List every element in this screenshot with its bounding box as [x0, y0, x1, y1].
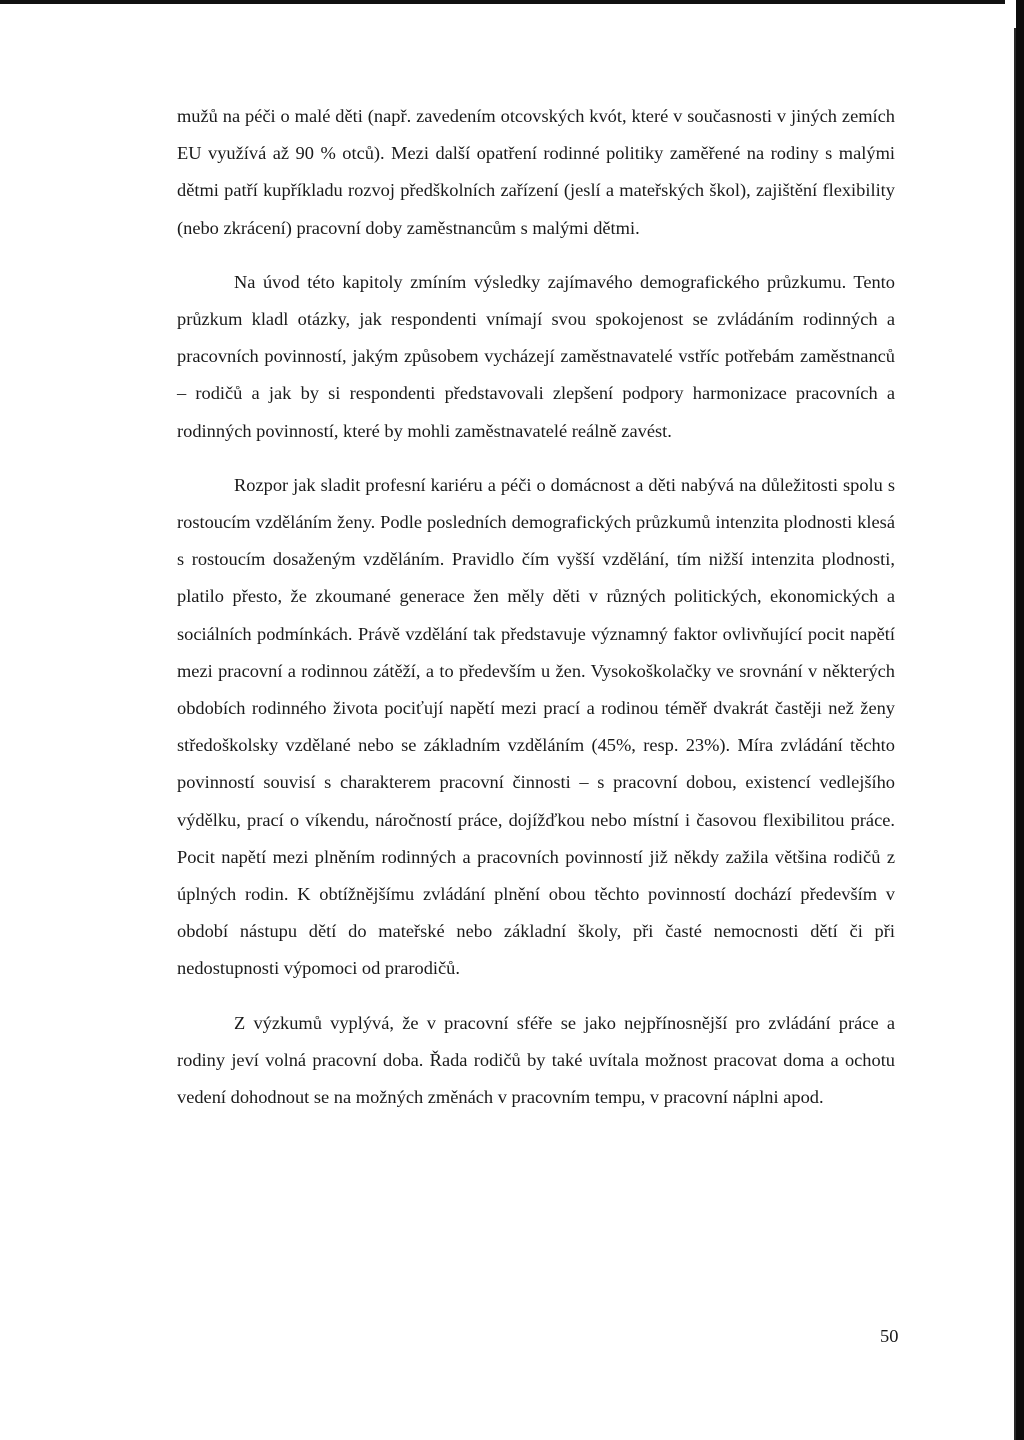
- paragraph-research-findings: Z výzkumů vyplývá, že v pracovní sféře se jako nejpřínosnější pro zvládání práce a rodiny jeví volná pracovní doba. Řada rodičů by také uvítala možnost pracovat doma a ochotu vedení dohodnout se na možných změnách v pracovním tempu, v pracovní náplni apod.: [177, 1012, 895, 1108]
- scan-top-border: [0, 0, 1005, 4]
- scan-right-shadow: [1014, 28, 1016, 1440]
- page-number: 50: [880, 1326, 899, 1346]
- paragraph-continuation: mužů na péči o malé děti (např. zavedením otcovských kvót, které v současnosti v jiných zemích EU využívá až 90 % otců). Mezi další opatření rodinné politiky zaměřené na rodiny s malými dětmi patří kupříkladu rozvoj předškolních zařízení (jeslí a mateřských škol), zajištění flexibility (nebo zkrácení) pracovní doby zaměstnancům s malými dětmi.: [177, 106, 895, 238]
- paragraph-survey-intro: Na úvod této kapitoly zmíním výsledky zajímavého demografického průzkumu. Tento průzkum kladl otázky, jak respondenti vnímají svou spokojenost se zvládáním rodinných a pracovních povinností, jakým způsobem vycházejí zaměstnavatelé vstříc potřebám zaměstnanců – rodičů a jak by si respondenti představovali zlepšení podpory harmonizace pracovních a rodinných povinností, které by mohli zaměstnavatelé reálně zavést.: [177, 271, 895, 441]
- page-body: [177, 98, 895, 1116]
- paragraph-education-conflict: Rozpor jak sladit profesní kariéru a péči o domácnost a děti nabývá na důležitosti spolu s rostoucím vzděláním ženy. Podle posledních demografických průzkumů intenzita plodnosti klesá s rostoucím dosaženým vzděláním. Pravidlo čím vyšší vzdělání, tím nižší intenzita plodnosti, platilo přesto, že zkoumané generace žen měly děti v různých politických, ekonomických a sociálních podmínkách. Právě vzdělání tak představuje významný faktor ovlivňující pocit napětí mezi pracovní a rodinnou zátěží, a to především u žen. Vysokoškolačky ve srovnání v některých obdobích rodinného života pociťují napětí mezi prací a rodinou téměř dvakrát častěji než ženy středoškolsky vzdělané nebo se základním vzděláním (45%, resp. 23%). Míra zvládání těchto povinností souvisí s charakterem pracovní činnosti – s pracovní dobou, existencí vedlejšího výdělku, prací o víkendu, náročností práce, dojížďkou nebo místní i časovou flexibilitou práce. Pocit napětí mezi plněním rodinných a pracovních povinností již někdy zažila většina rodičů z úplných rodin. K obtížnějšímu zvládání plnění obou těchto povinností dochází především v období nástupu dětí do mateřské nebo základní školy, při časté nemocnosti dětí či při nedostupnosti výpomoci od prarodičů.: [177, 474, 895, 979]
- scan-right-border: [1016, 0, 1024, 1440]
